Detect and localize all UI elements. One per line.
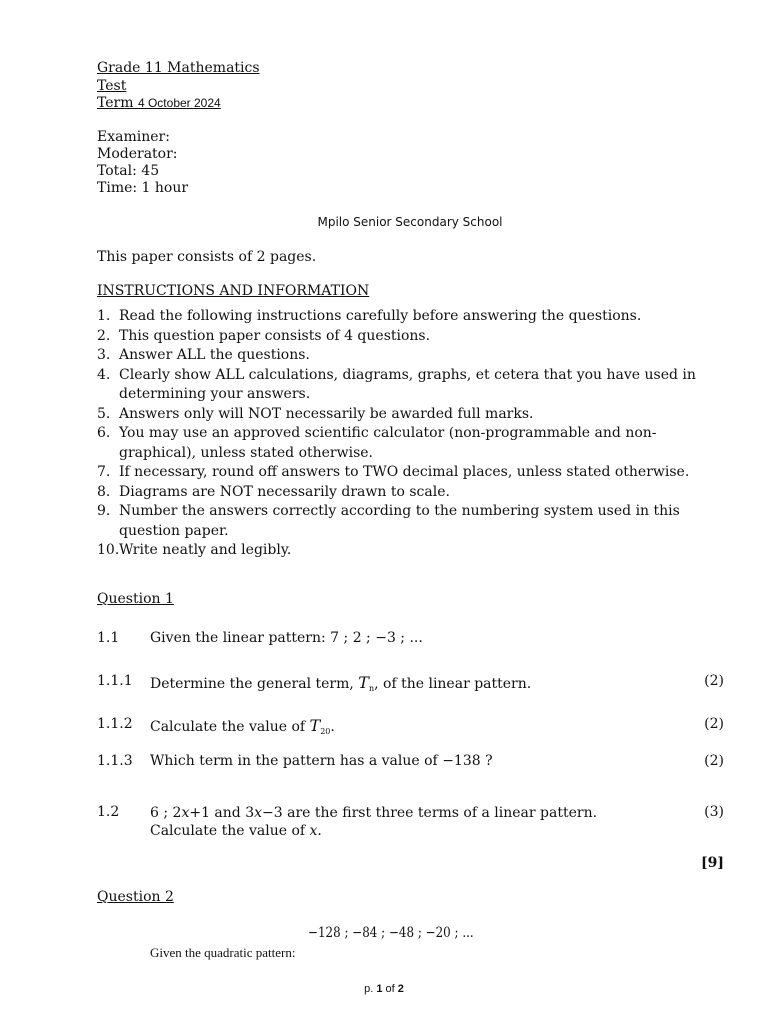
instruction-item: 2. This question paper consists of 4 questions. bbox=[97, 327, 431, 344]
pages-note: This paper consists of 2 pages. bbox=[97, 249, 317, 265]
instructions-heading: INSTRUCTIONS AND INFORMATION bbox=[97, 283, 370, 299]
instruction-item: 8. Diagrams are NOT necessarily drawn to scale. bbox=[97, 483, 450, 500]
question1-total: [9] bbox=[701, 855, 724, 871]
q1-1-2-text: Calculate the value of $T_{20}$. bbox=[150, 716, 335, 736]
q1-1-text: Given the linear pattern: 7 ; 2 ; −3 ; ... bbox=[150, 630, 423, 646]
time-allowed: Time: 1 hour bbox=[97, 180, 189, 196]
q1-1-1-marks: (2) bbox=[704, 673, 724, 689]
page-total: 2 bbox=[397, 983, 404, 995]
q1-1-3-marks: (2) bbox=[704, 753, 724, 769]
q1-1-1-number: 1.1.1 bbox=[97, 673, 133, 689]
examiner-label: Examiner: bbox=[97, 129, 170, 145]
instruction-item: 5. Answers only will NOT necessarily be awarded full marks. bbox=[97, 405, 534, 422]
q1-1-number: 1.1 bbox=[97, 630, 120, 646]
school-name: Mpilo Senior Secondary School bbox=[317, 215, 503, 229]
question1-heading: Question 1 bbox=[97, 591, 174, 607]
instruction-item: 3. Answer ALL the questions. bbox=[97, 347, 310, 363]
instructions-list bbox=[97, 307, 697, 561]
term-line bbox=[97, 95, 221, 112]
q1-1-1-text: Determine the general term, $T_n$, of the linear pattern. bbox=[150, 673, 532, 693]
instruction-item: 10. Write neatly and legibly. bbox=[97, 542, 292, 558]
q1-2-marks: (3) bbox=[704, 804, 724, 820]
term-date: 4 October 2024 bbox=[137, 96, 221, 110]
instruction-item: 1. Read the following instructions carefully before answering the questions. bbox=[97, 308, 642, 324]
q1-1-2-number: 1.1.2 bbox=[97, 716, 133, 732]
q1-2-number: 1.2 bbox=[97, 804, 120, 820]
q1-2-line1: 6 ; 2x+1 and 3x−3 are the first three terms of a linear pattern. bbox=[150, 805, 598, 821]
instruction-item: 6. You may use an approved scientific calculator (non-programmable and non-graphical), unless stated otherwise. bbox=[97, 425, 657, 461]
q1-2-text bbox=[150, 804, 597, 840]
page-number: 1 bbox=[376, 983, 383, 995]
term-label: Term bbox=[97, 95, 134, 111]
instruction-item: 4. Clearly show ALL calculations, diagrams, graphs, et cetera that you have used in determining your answers. bbox=[97, 366, 696, 402]
instruction-item: 9. Number the answers correctly according to the numbering system used in this question paper. bbox=[97, 503, 680, 539]
page-footer: p. 1 of 2 bbox=[364, 983, 404, 995]
total-marks: Total: 45 bbox=[97, 163, 160, 179]
q1-1-pattern: 7 ; 2 ; −3 ; ... bbox=[330, 630, 423, 646]
q1-1-3-number: 1.1.3 bbox=[97, 753, 133, 769]
instruction-item: 7. If necessary, round off answers to TWO decimal places, unless stated otherwise. bbox=[97, 464, 690, 480]
test-title: Grade 11 Mathematics bbox=[97, 60, 260, 76]
q1-1-3-text: Which term in the pattern has a value of −138 ? bbox=[150, 753, 493, 769]
q2-given-text: Given the quadratic pattern: bbox=[150, 945, 296, 960]
q1-2-line2: Calculate the value of x. bbox=[150, 823, 322, 839]
question2-heading: Question 2 bbox=[97, 889, 174, 905]
test-label: Test bbox=[97, 78, 127, 94]
moderator-label: Moderator: bbox=[97, 146, 178, 162]
q1-1-2-marks: (2) bbox=[704, 716, 724, 732]
q2-pattern: −128 ; −84 ; −48 ; −20 ; ... bbox=[308, 925, 474, 941]
